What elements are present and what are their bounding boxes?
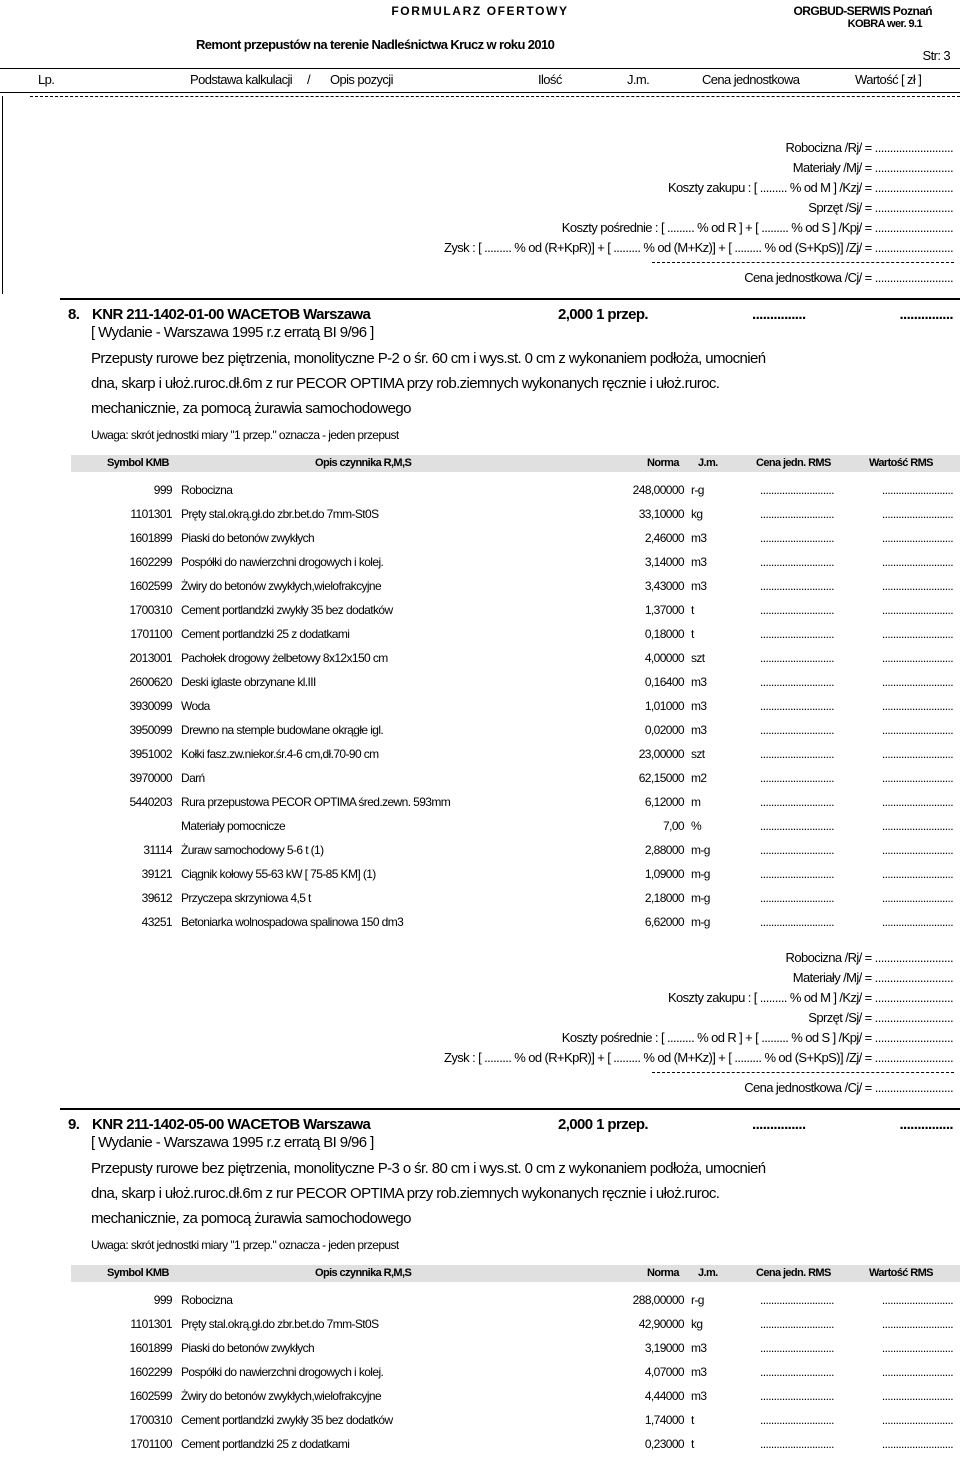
cell-value: ..........................	[881, 675, 953, 689]
cell-name: Żuraw samochodowy 5-6 t (1)	[181, 843, 324, 857]
col-qty: Ilość	[538, 72, 562, 87]
cell-unit: m-g	[691, 867, 710, 881]
summary-cena: Cena jednostkowa /Cj/ = ..........................	[744, 270, 953, 285]
cell-unit-price: ...........................	[760, 1413, 834, 1427]
cell-symbol: 3930099	[129, 699, 172, 713]
cell-unit-price: ...........................	[760, 507, 834, 521]
position-quantity: 2,000 1 przep.	[558, 306, 648, 323]
cell-value: ..........................	[881, 771, 953, 785]
page-number: Str: 3	[922, 48, 950, 63]
table-row	[0, 771, 960, 789]
col-unit: J.m.	[627, 72, 650, 87]
summary-dash	[652, 262, 954, 263]
cell-symbol: 5440203	[129, 795, 172, 809]
cell-name: Betoniarka wolnospadowa spalinowa 150 dm3	[181, 915, 404, 929]
left-border	[2, 96, 3, 294]
summary-materialy: Materiały /Mj/ = ..........................	[792, 160, 953, 175]
cell-symbol: 3950099	[129, 723, 172, 737]
summary-cena: Cena jednostkowa /Cj/ = ..........................	[744, 1080, 953, 1095]
cell-value: ..........................	[881, 723, 953, 737]
cell-unit-price: ...........................	[760, 1437, 834, 1451]
cell-unit-price: ...........................	[760, 1389, 834, 1403]
table-row	[0, 795, 960, 813]
cell-unit-price: ...........................	[760, 867, 834, 881]
cell-unit: szt	[691, 747, 705, 761]
cell-unit: t	[691, 1437, 694, 1451]
cell-value: ..........................	[881, 1365, 953, 1379]
cell-symbol: 31114	[143, 843, 172, 857]
cell-norm: 0,16400	[644, 675, 684, 689]
dashed-separator	[30, 96, 960, 97]
document-title: Remont przepustów na terenie Nadleśnictwa Krucz w roku 2010	[196, 37, 555, 52]
cell-norm: 3,14000	[644, 555, 684, 569]
table-row	[0, 1413, 960, 1431]
cell-unit: m2	[691, 771, 707, 785]
cell-value: ..........................	[881, 1437, 953, 1451]
cell-symbol: 1601899	[129, 531, 172, 545]
table-row	[0, 891, 960, 909]
cell-value: ..........................	[881, 507, 953, 521]
table-row	[0, 843, 960, 861]
th-symbol: Symbol KMB	[107, 1267, 169, 1279]
table-row	[0, 915, 960, 933]
table-row	[0, 1317, 960, 1335]
cell-symbol: 39612	[141, 891, 172, 905]
position-price: ...............	[752, 1116, 806, 1133]
table-row	[0, 819, 960, 837]
cell-norm: 42,90000	[638, 1317, 684, 1331]
table-row	[0, 699, 960, 717]
cell-symbol: 1101301	[130, 1317, 172, 1331]
cell-symbol: 2600620	[129, 675, 172, 689]
cell-name: Piaski do betonów zwykłych	[181, 1341, 315, 1355]
rms-table-header	[71, 455, 960, 472]
cell-unit-price: ...........................	[760, 819, 834, 833]
cell-unit-price: ...........................	[760, 675, 834, 689]
col-basis: Podstawa kalkulacji	[190, 72, 293, 87]
cell-norm: 0,18000	[644, 627, 684, 641]
table-row	[0, 675, 960, 693]
th-norm: Norma	[647, 1267, 679, 1279]
cell-value: ..........................	[881, 699, 953, 713]
cell-name: Pospółki do nawierzchni drogowych i kolej.	[181, 1365, 384, 1379]
table-row	[0, 1389, 960, 1407]
cell-unit-price: ...........................	[760, 1341, 834, 1355]
cell-norm: 33,10000	[638, 507, 684, 521]
cell-norm: 6,12000	[644, 795, 684, 809]
cell-symbol: 1601899	[129, 1341, 172, 1355]
cell-value: ..........................	[881, 819, 953, 833]
cell-norm: 4,44000	[644, 1389, 684, 1403]
position-number: 9.	[68, 1116, 80, 1133]
table-row	[0, 1437, 960, 1455]
cell-norm: 6,62000	[644, 915, 684, 929]
col-value: Wartość [ zł ]	[855, 72, 922, 87]
cell-name: Cement portlandzki 25 z dodatkami	[181, 627, 350, 641]
cell-unit: szt	[691, 651, 705, 665]
position-description-line: mechanicznie, za pomocą żurawia samochodowego	[91, 1210, 411, 1227]
cell-unit: m-g	[691, 915, 710, 929]
cell-norm: 1,09000	[644, 867, 684, 881]
cell-norm: 3,43000	[644, 579, 684, 593]
summary-zysk: Zysk : [ ......... % od (R+KpR)] + [ ......... % od (M+Kz)] + [ ......... % od (S+KpS)] /Zj/ = ..........................	[444, 1050, 953, 1065]
cell-unit-price: ...........................	[760, 1365, 834, 1379]
cell-unit-price: ...........................	[760, 747, 834, 761]
summary-sprzet: Sprzęt /Sj/ = ..........................	[808, 200, 953, 215]
table-row	[0, 723, 960, 741]
cell-norm: 4,07000	[644, 1365, 684, 1379]
cell-unit-price: ...........................	[760, 1317, 834, 1331]
table-row	[0, 1365, 960, 1383]
cell-symbol: 1602599	[129, 1389, 172, 1403]
summary-zysk: Zysk : [ ......... % od (R+KpR)] + [ ......... % od (M+Kz)] + [ ......... % od (S+KpS)] /Zj/ = ..........................	[444, 240, 953, 255]
cell-unit-price: ...........................	[760, 483, 834, 497]
cell-unit: m	[691, 795, 701, 809]
cell-unit-price: ...........................	[760, 555, 834, 569]
cell-unit-price: ...........................	[760, 795, 834, 809]
cell-symbol: 1602299	[129, 1365, 172, 1379]
cell-norm: 3,19000	[644, 1341, 684, 1355]
summary-materialy: Materiały /Mj/ = ..........................	[792, 970, 953, 985]
cell-name: Woda	[181, 699, 210, 713]
cell-value: ..........................	[881, 603, 953, 617]
cell-symbol: 999	[153, 483, 172, 497]
cell-name: Kołki fasz.zw.niekor.śr.4-6 cm,dł.70-90 cm	[181, 747, 379, 761]
position-edition: [ Wydanie - Warszawa 1995 r.z erratą BI 9/96 ]	[91, 1134, 374, 1151]
th-unit-price: Cena jedn. RMS	[756, 457, 831, 469]
cell-unit: m3	[691, 579, 707, 593]
cell-norm: 1,37000	[644, 603, 684, 617]
cell-name: Pręty stal.okrą.gł.do zbr.bet.do 7mm-St0S	[181, 507, 379, 521]
cell-value: ..........................	[881, 795, 953, 809]
cell-unit-price: ...........................	[760, 723, 834, 737]
summary-sprzet: Sprzęt /Sj/ = ..........................	[808, 1010, 953, 1025]
th-description: Opis czynnika R,M,S	[315, 457, 412, 469]
cell-value: ..........................	[881, 579, 953, 593]
cell-unit-price: ...........................	[760, 915, 834, 929]
cell-symbol: 1700310	[129, 603, 172, 617]
cell-name: Materiały pomocnicze	[181, 819, 286, 833]
table-row	[0, 1293, 960, 1311]
cell-symbol: 3970000	[129, 771, 172, 785]
cell-symbol: 1602299	[129, 555, 172, 569]
position-quantity: 2,000 1 przep.	[558, 1116, 648, 1133]
position-edition: [ Wydanie - Warszawa 1995 r.z erratą BI 9/96 ]	[91, 324, 374, 341]
header-rule-bottom	[0, 92, 960, 93]
col-price: Cena jednostkowa	[702, 72, 800, 87]
cell-unit: r-g	[691, 483, 704, 497]
position-number: 8.	[68, 306, 80, 323]
cell-value: ..........................	[881, 483, 953, 497]
th-description: Opis czynnika R,M,S	[315, 1267, 412, 1279]
table-row	[0, 747, 960, 765]
cell-symbol: 2013001	[129, 651, 172, 665]
table-row	[0, 603, 960, 621]
col-slash: /	[307, 72, 311, 87]
cell-norm: 7,00	[663, 819, 684, 833]
summary-koszty-zakupu: Koszty zakupu : [ ......... % od M ] /Kzj/ = ..........................	[667, 990, 953, 1005]
cell-norm: 62,15000	[638, 771, 684, 785]
cell-norm: 23,00000	[638, 747, 684, 761]
cell-unit-price: ...........................	[760, 603, 834, 617]
cell-name: Cement portlandzki zwykły 35 bez dodatków	[181, 1413, 393, 1427]
position-basis: KNR 211-1402-01-00 WACETOB Warszawa	[92, 306, 371, 323]
position-note: Uwaga: skrót jednostki miary "1 przep." oznacza - jeden przepust	[91, 1238, 399, 1252]
cell-symbol: 3951002	[129, 747, 172, 761]
summary-dash	[652, 1072, 954, 1073]
cell-value: ..........................	[881, 651, 953, 665]
cell-unit: t	[691, 627, 694, 641]
cell-unit-price: ...........................	[760, 771, 834, 785]
cell-value: ..........................	[881, 1317, 953, 1331]
cell-unit: m3	[691, 1389, 707, 1403]
cell-value: ..........................	[881, 531, 953, 545]
th-symbol: Symbol KMB	[107, 457, 169, 469]
cell-unit: m3	[691, 555, 707, 569]
position-description-line: Przepusty rurowe bez piętrzenia, monolityczne P-2 o śr. 60 cm i wys.st. 0 cm z wykonaniem podłoża, umocnień	[91, 350, 766, 367]
cell-unit-price: ...........................	[760, 651, 834, 665]
position-description-line: dna, skarp i ułoż.ruroc.dł.6m z rur PECOR OPTIMA przy rob.ziemnych wykonanych ręcznie i ułoż.ruroc.	[91, 1185, 720, 1202]
cell-unit-price: ...........................	[760, 531, 834, 545]
th-unit: J.m.	[698, 1267, 718, 1279]
table-row	[0, 531, 960, 549]
position-note: Uwaga: skrót jednostki miary "1 przep." oznacza - jeden przepust	[91, 428, 399, 442]
software-version: KOBRA wer. 9.1	[847, 18, 922, 30]
col-lp: Lp.	[38, 72, 55, 87]
cell-value: ..........................	[881, 891, 953, 905]
cell-name: Pręty stal.okrą.gł.do zbr.bet.do 7mm-St0S	[181, 1317, 379, 1331]
position-divider	[60, 298, 960, 300]
cell-name: Pachołek drogowy żelbetowy 8x12x150 cm	[181, 651, 388, 665]
cell-unit-price: ...........................	[760, 699, 834, 713]
th-unit: J.m.	[698, 457, 718, 469]
cell-symbol: 43251	[141, 915, 172, 929]
cell-norm: 2,46000	[644, 531, 684, 545]
cell-norm: 0,23000	[644, 1437, 684, 1451]
cell-value: ..........................	[881, 1389, 953, 1403]
position-price: ...............	[752, 306, 806, 323]
cell-name: Żwiry do betonów zwykłych,wielofrakcyjne	[181, 579, 382, 593]
cell-norm: 0,02000	[644, 723, 684, 737]
cell-value: ..........................	[881, 843, 953, 857]
cell-name: Darń	[181, 771, 205, 785]
cell-unit: kg	[691, 507, 703, 521]
cell-norm: 1,74000	[644, 1413, 684, 1427]
position-value: ...............	[899, 1116, 953, 1133]
cell-value: ..........................	[881, 747, 953, 761]
cell-unit: t	[691, 1413, 694, 1427]
cell-name: Żwiry do betonów zwykłych,wielofrakcyjne	[181, 1389, 382, 1403]
cell-unit-price: ...........................	[760, 1293, 834, 1307]
position-description-line: dna, skarp i ułoż.ruroc.dł.6m z rur PECOR OPTIMA przy rob.ziemnych wykonanych ręcznie i ułoż.ruroc.	[91, 375, 720, 392]
table-row	[0, 1341, 960, 1359]
cell-name: Cement portlandzki 25 z dodatkami	[181, 1437, 350, 1451]
cell-value: ..........................	[881, 867, 953, 881]
cell-symbol: 1700310	[129, 1413, 172, 1427]
cell-symbol: 1101301	[130, 507, 172, 521]
cell-value: ..........................	[881, 1413, 953, 1427]
cell-unit: m3	[691, 699, 707, 713]
cell-name: Ciągnik kołowy 55-63 kW [ 75-85 KM] (1)	[181, 867, 376, 881]
table-row	[0, 579, 960, 597]
cell-name: Pospółki do nawierzchni drogowych i kolej.	[181, 555, 384, 569]
cell-norm: 2,88000	[644, 843, 684, 857]
position-description-line: Przepusty rurowe bez piętrzenia, monolityczne P-3 o śr. 80 cm i wys.st. 0 cm z wykonaniem podłoża, umocnień	[91, 1160, 766, 1177]
cell-unit-price: ...........................	[760, 579, 834, 593]
rms-table-header	[71, 1265, 960, 1282]
table-row	[0, 627, 960, 645]
cell-norm: 4,00000	[644, 651, 684, 665]
position-basis: KNR 211-1402-05-00 WACETOB Warszawa	[92, 1116, 371, 1133]
cell-name: Rura przepustowa PECOR OPTIMA śred.zewn. 593mm	[181, 795, 451, 809]
cell-unit: r-g	[691, 1293, 704, 1307]
cell-unit: m3	[691, 1341, 707, 1355]
cell-unit: kg	[691, 1317, 703, 1331]
cell-name: Robocizna	[181, 483, 233, 497]
cell-name: Robocizna	[181, 1293, 233, 1307]
cell-symbol: 1701100	[130, 627, 172, 641]
cell-unit: m3	[691, 531, 707, 545]
cell-norm: 1,01000	[644, 699, 684, 713]
position-value: ...............	[899, 306, 953, 323]
position-divider	[60, 1108, 960, 1110]
summary-koszty-posrednie: Koszty pośrednie : [ ......... % od R ] + [ ......... % od S ] /Kpj/ = ..........................	[561, 220, 953, 235]
cell-name: Piaski do betonów zwykłych	[181, 531, 315, 545]
cell-name: Deski iglaste obrzynane kl.III	[181, 675, 316, 689]
cell-unit: m3	[691, 723, 707, 737]
cell-name: Przyczepa skrzyniowa 4,5 t	[181, 891, 311, 905]
cell-unit: m-g	[691, 843, 710, 857]
summary-robocizna: Robocizna /Rj/ = ..........................	[785, 950, 953, 965]
summary-robocizna: Robocizna /Rj/ = ..........................	[785, 140, 953, 155]
header-rule-top	[0, 68, 960, 69]
th-value: Wartość RMS	[869, 457, 933, 469]
cell-unit-price: ...........................	[760, 627, 834, 641]
th-value: Wartość RMS	[869, 1267, 933, 1279]
cell-norm: 248,00000	[632, 483, 684, 497]
col-desc: Opis pozycji	[330, 72, 393, 87]
table-row	[0, 483, 960, 501]
cell-value: ..........................	[881, 1341, 953, 1355]
table-row	[0, 867, 960, 885]
table-row	[0, 555, 960, 573]
cell-symbol: 1602599	[129, 579, 172, 593]
cell-value: ..........................	[881, 915, 953, 929]
cell-unit: %	[691, 819, 702, 833]
table-row	[0, 651, 960, 669]
th-norm: Norma	[647, 457, 679, 469]
cell-name: Cement portlandzki zwykły 35 bez dodatków	[181, 603, 393, 617]
cell-norm: 2,18000	[644, 891, 684, 905]
summary-koszty-posrednie: Koszty pośrednie : [ ......... % od R ] + [ ......... % od S ] /Kpj/ = ..........................	[561, 1030, 953, 1045]
cell-unit-price: ...........................	[760, 843, 834, 857]
cell-symbol: 39121	[141, 867, 172, 881]
cell-unit: m3	[691, 1365, 707, 1379]
cell-name: Drewno na stemple budowlane okrągłe igl.	[181, 723, 384, 737]
cell-symbol: 999	[153, 1293, 172, 1307]
cell-unit: m3	[691, 675, 707, 689]
summary-koszty-zakupu: Koszty zakupu : [ ......... % od M ] /Kzj/ = ..........................	[667, 180, 953, 195]
cell-unit: m-g	[691, 891, 710, 905]
position-description-line: mechanicznie, za pomocą żurawia samochodowego	[91, 400, 411, 417]
cell-norm: 288,00000	[632, 1293, 684, 1307]
table-row	[0, 507, 960, 525]
cell-unit-price: ...........................	[760, 891, 834, 905]
th-unit-price: Cena jedn. RMS	[756, 1267, 831, 1279]
cell-value: ..........................	[881, 627, 953, 641]
company-name: ORGBUD-SERWIS Poznań	[793, 4, 932, 18]
form-title: FORMULARZ OFERTOWY	[391, 4, 569, 18]
cell-value: ..........................	[881, 555, 953, 569]
cell-unit: t	[691, 603, 694, 617]
cell-value: ..........................	[881, 1293, 953, 1307]
cell-symbol: 1701100	[130, 1437, 172, 1451]
